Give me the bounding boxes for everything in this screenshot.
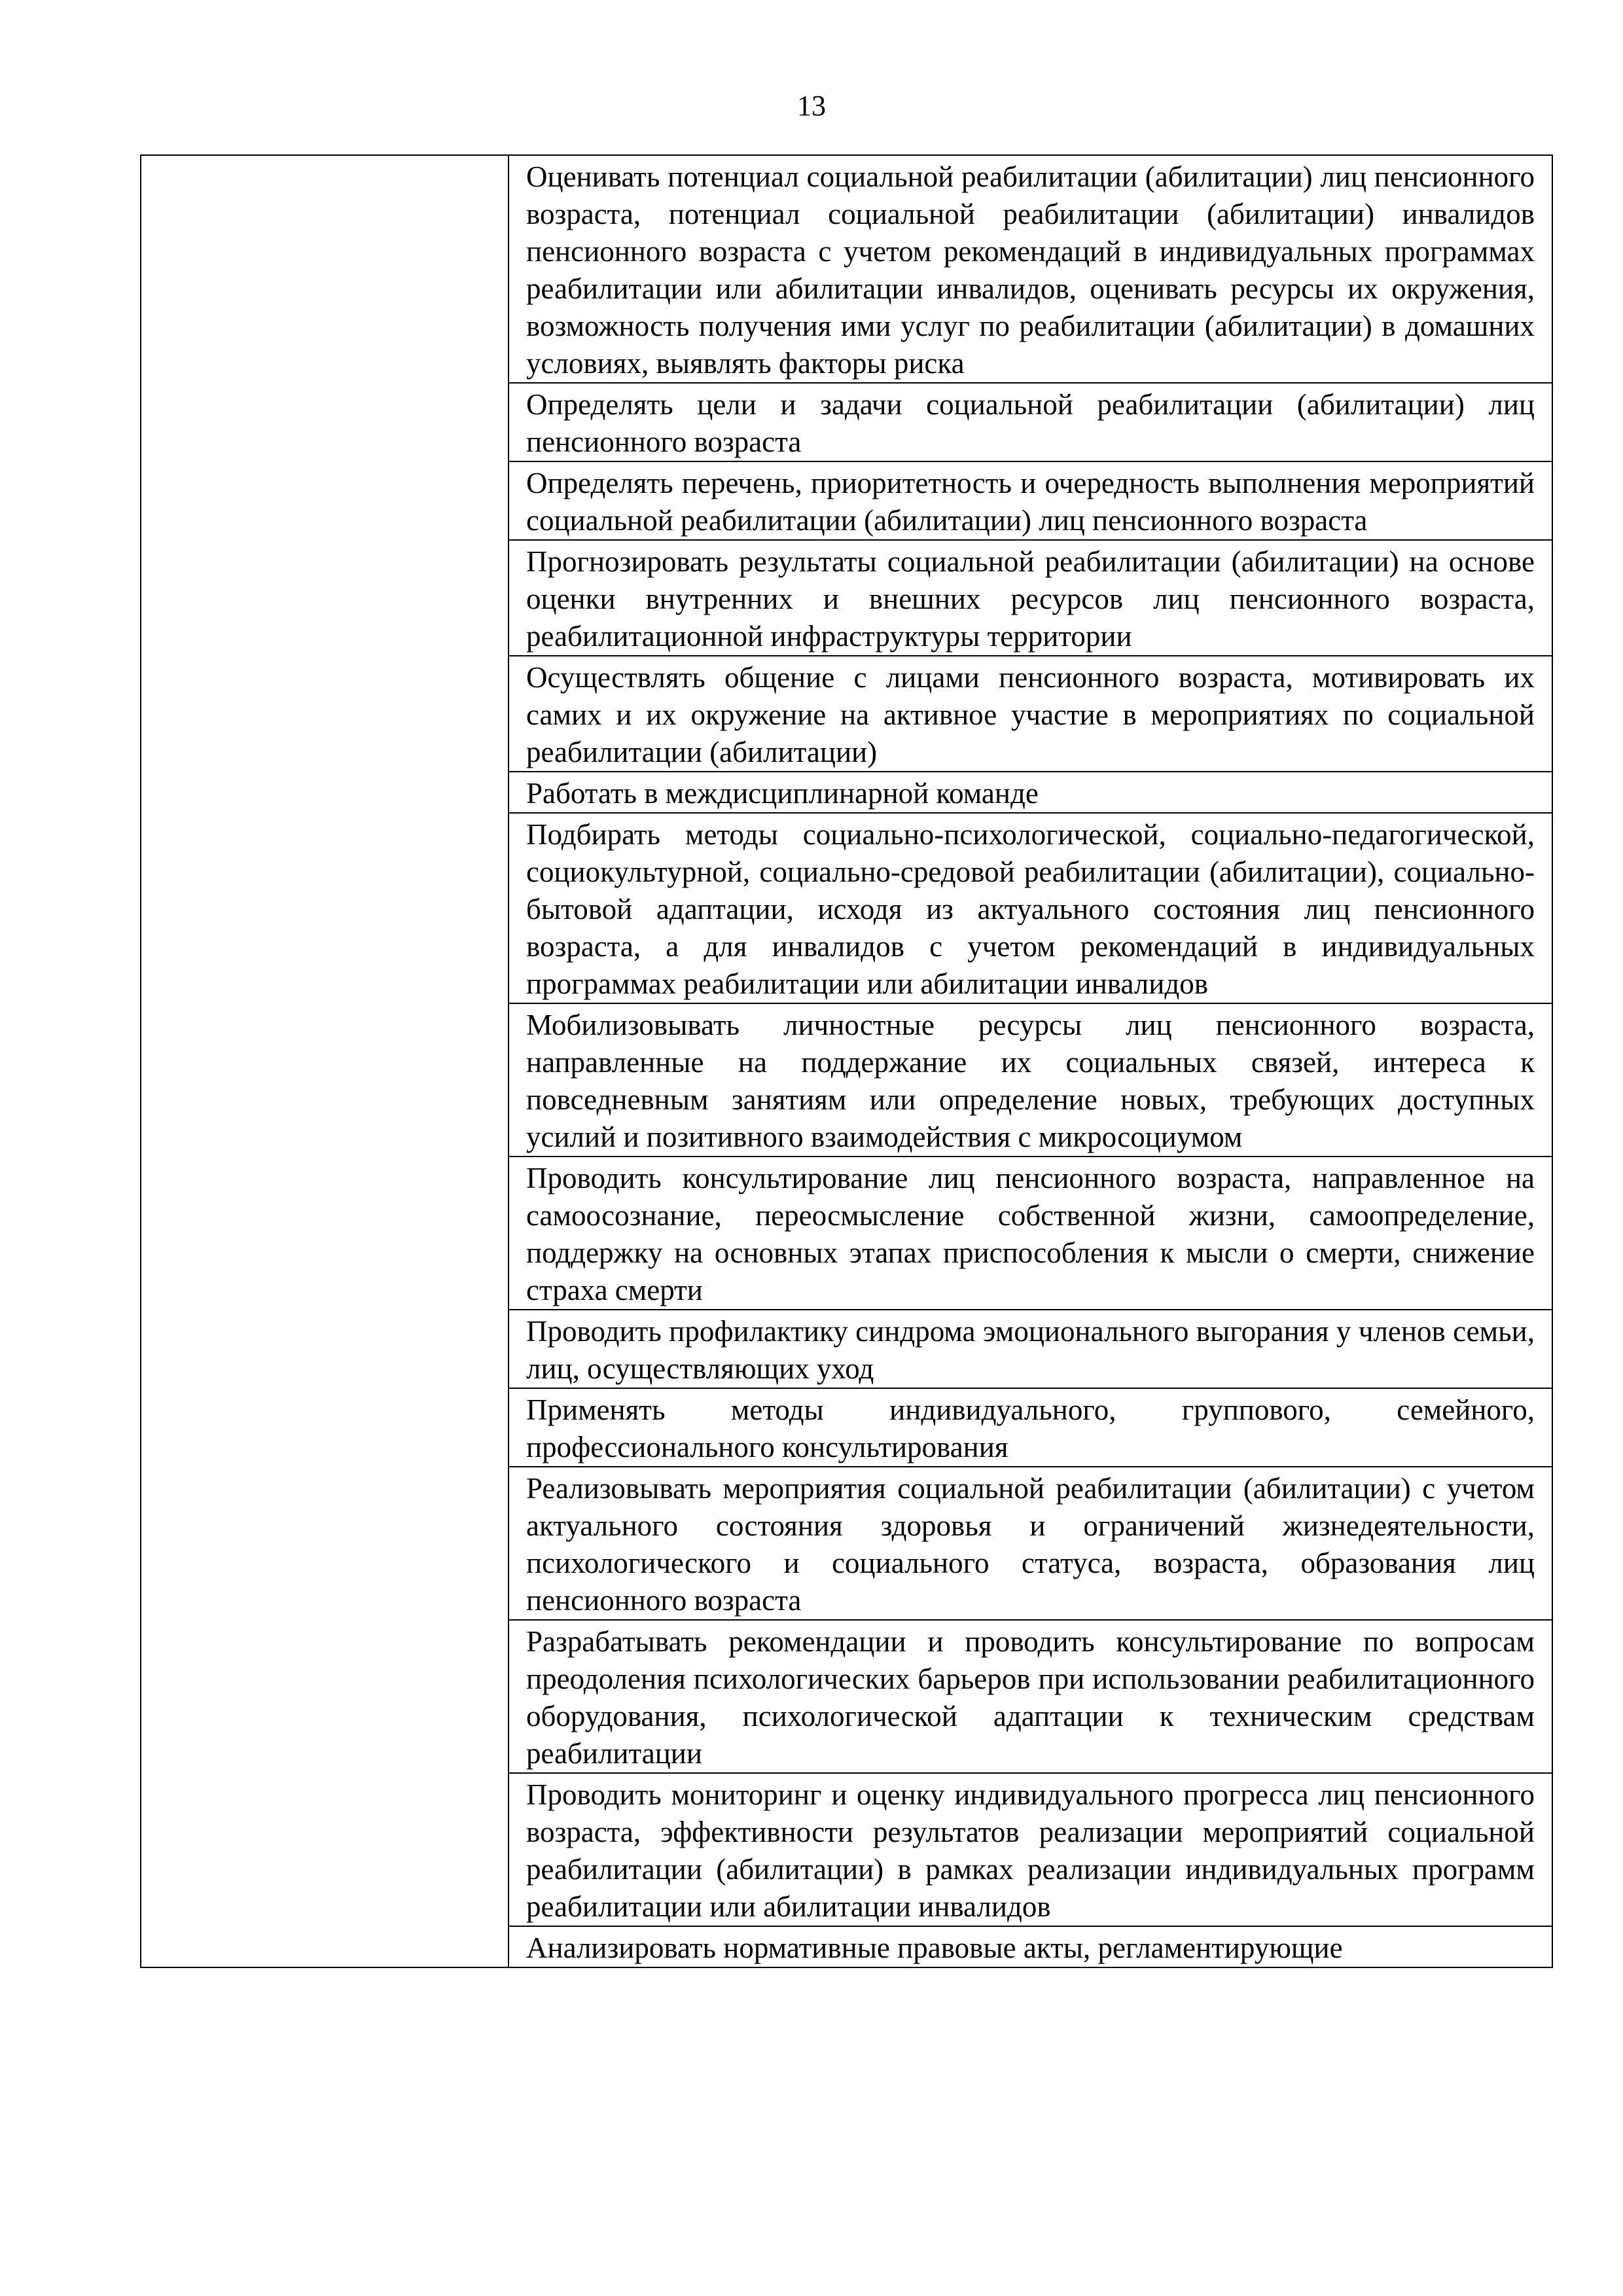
skill-cell: Проводить мониторинг и оценку индивидуального прогресса лиц пенсионного возраста, эффективности результатов реализации мероприятий социальной реабилитации (абилитации) в рамках реализации индивидуальных программ реабилитации или абилитации инвалидов [508,1773,1552,1926]
skill-cell: Прогнозировать результаты социальной реабилитации (абилитации) на основе оценки внутренних и внешних ресурсов лиц пенсионного возраста, реабилитационной инфраструктуры территории [508,540,1552,656]
skill-cell: Определять цели и задачи социальной реабилитации (абилитации) лиц пенсионного возраста [508,383,1552,461]
skill-cell: Проводить профилактику синдрома эмоционального выгорания у членов семьи, лиц, осуществляющих уход [508,1310,1552,1388]
table-row [141,155,1552,383]
skill-cell: Применять методы индивидуального, группового, семейного, профессионального консультирования [508,1388,1552,1467]
skills-table [140,154,1553,1968]
skill-cell: Реализовывать мероприятия социальной реабилитации (абилитации) с учетом актуального состояния здоровья и ограничений жизнедеятельности, психологического и социального статуса, возраста, образования лиц пенсионного возраста [508,1467,1552,1620]
page-number: 13 [797,90,826,122]
table-left-column-cell [141,155,508,1967]
skill-cell: Определять перечень, приоритетность и очередность выполнения мероприятий социальной реабилитации (абилитации) лиц пенсионного возраста [508,461,1552,540]
skill-cell: Подбирать методы социально-психологической, социально-педагогической, социокультурной, социально-средовой реабилитации (абилитации), социально-бытовой адаптации, исходя из актуального состояния лиц пенсионного возраста, а для инвалидов с учетом рекомендаций в индивидуальных программах реабилитации или абилитации инвалидов [508,813,1552,1003]
skill-cell: Проводить консультирование лиц пенсионного возраста, направленное на самоосознание, переосмысление собственной жизни, самоопределение, поддержку на основных этапах приспособления к мысли о смерти, снижение страха смерти [508,1157,1552,1310]
skill-cell: Анализировать нормативные правовые акты, регламентирующие [508,1926,1552,1967]
skill-cell: Работать в междисциплинарной команде [508,772,1552,813]
skill-cell: Оценивать потенциал социальной реабилитации (абилитации) лиц пенсионного возраста, потенциал социальной реабилитации (абилитации) инвалидов пенсионного возраста с учетом рекомендаций в индивидуальных программах реабилитации или абилитации инвалидов, оценивать ресурсы их окружения, возможность получения ими услуг по реабилитации (абилитации) в домашних условиях, выявлять факторы риска [508,155,1552,383]
skill-cell: Разрабатывать рекомендации и проводить консультирование по вопросам преодоления психологических барьеров при использовании реабилитационного оборудования, психологической адаптации к техническим средствам реабилитации [508,1620,1552,1773]
skill-cell: Осуществлять общение с лицами пенсионного возраста, мотивировать их самих и их окружение на активное участие в мероприятиях по социальной реабилитации (абилитации) [508,656,1552,772]
skill-cell: Мобилизовывать личностные ресурсы лиц пенсионного возраста, направленные на поддержание их социальных связей, интереса к повседневным занятиям или определение новых, требующих доступных усилий и позитивного взаимодействия с микросоциумом [508,1003,1552,1157]
